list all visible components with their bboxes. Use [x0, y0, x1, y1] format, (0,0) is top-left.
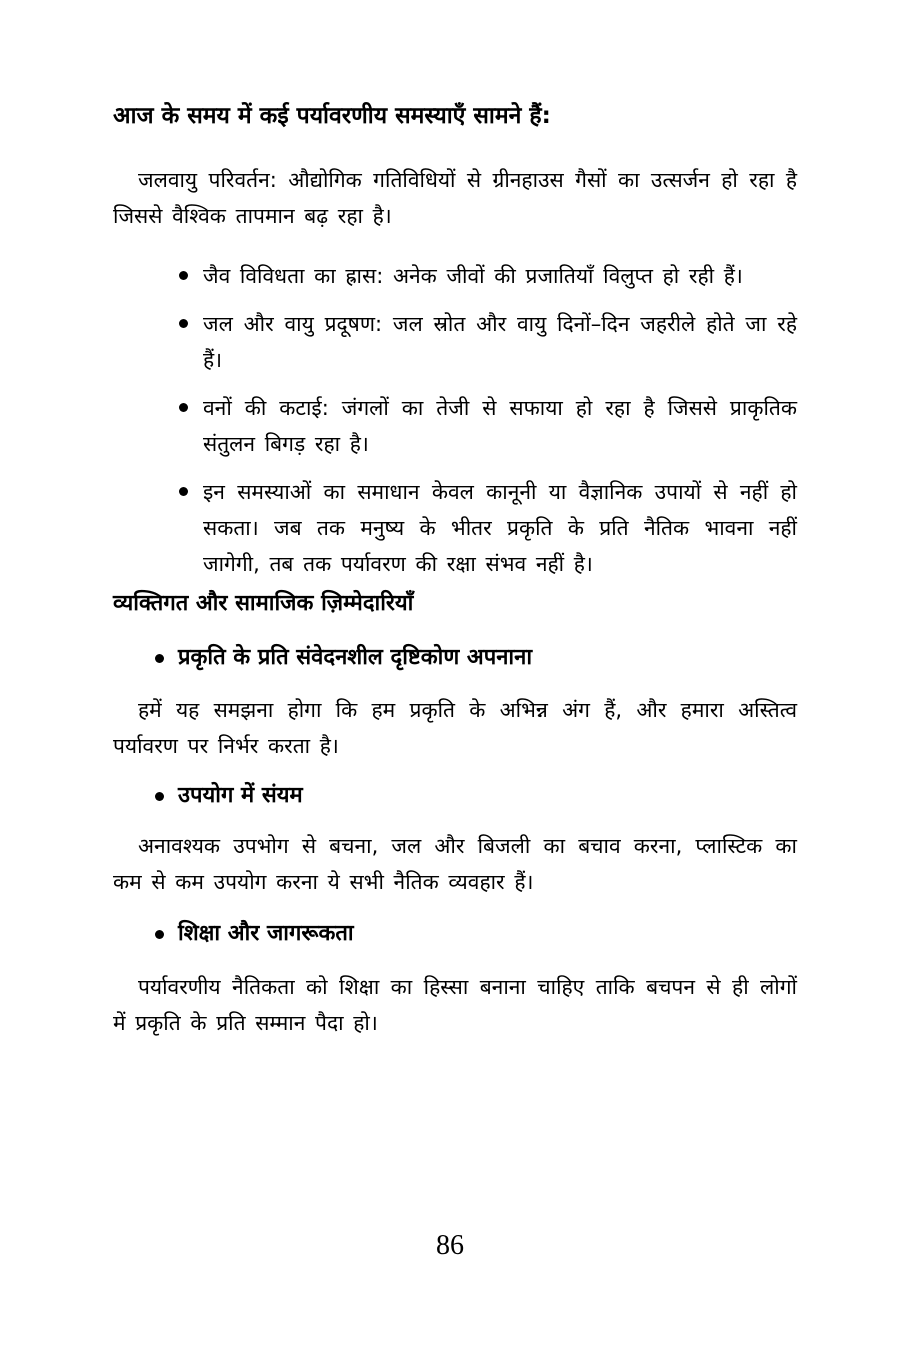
- subsection-title-text: प्रकृति के प्रति संवेदनशील दृष्टिकोण अपनाना: [178, 645, 533, 670]
- problem-bullet-list: [113, 258, 797, 582]
- list-item-text: जैव विविधता का ह्रास: अनेक जीवों की प्रजातियाँ विलुप्त हो रही हैं।: [203, 264, 743, 288]
- list-item: [113, 390, 797, 462]
- intro-paragraph: जलवायु परिवर्तन: औद्योगिक गतिविधियों से ग्रीनहाउस गैसों का उत्सर्जन हो रहा है जिससे वैश्विक तापमान बढ़ रहा है।: [113, 168, 797, 228]
- bullet-icon: [155, 654, 164, 663]
- subsection-title: [113, 778, 797, 814]
- subsection-title: [113, 640, 797, 676]
- section-heading-problems: आज के समय में कई पर्यावरणीय समस्याएँ सामने हैं:: [113, 103, 551, 129]
- page-number: 86: [436, 1230, 464, 1261]
- list-item-text: इन समस्याओं का समाधान केवल कानूनी या वैज्ञानिक उपायों से नहीं हो सकता। जब तक मनुष्य के भीतर प्रकृति के प्रति नैतिक भावना नहीं जागेगी, तब तक पर्यावरण की रक्षा संभव नहीं है।: [203, 480, 797, 576]
- section-heading-responsibilities: व्यक्तिगत और सामाजिक ज़िम्मेदारियाँ: [113, 591, 414, 616]
- subsection-title: [113, 916, 797, 952]
- bullet-icon: [155, 930, 164, 939]
- list-item: [113, 258, 797, 294]
- subsection-title-text: उपयोग में संयम: [178, 783, 303, 808]
- subsection-paragraph: अनावश्यक उपभोग से बचना, जल और बिजली का बचाव करना, प्लास्टिक का कम से कम उपयोग करना ये सभी नैतिक व्यवहार हैं।: [113, 834, 797, 894]
- list-item: [113, 306, 797, 378]
- bullet-icon: [155, 792, 164, 801]
- subsection-paragraph: पर्यावरणीय नैतिकता को शिक्षा का हिस्सा बनाना चाहिए ताकि बचपन से ही लोगों में प्रकृति के प्रति सम्मान पैदा हो।: [113, 975, 797, 1035]
- list-item-text: वनों की कटाई: जंगलों का तेजी से सफाया हो रहा है जिससे प्राकृतिक संतुलन बिगड़ रहा है।: [203, 396, 797, 456]
- subsection-paragraph: हमें यह समझना होगा कि हम प्रकृति के अभिन्न अंग हैं, और हमारा अस्तित्व पर्यावरण पर निर्भर करता है।: [113, 698, 797, 758]
- bullet-icon: [179, 487, 188, 496]
- bullet-icon: [179, 271, 188, 280]
- list-item: [113, 474, 797, 582]
- subsection-title-text: शिक्षा और जागरूकता: [178, 921, 354, 946]
- bullet-icon: [179, 319, 188, 328]
- bullet-icon: [179, 403, 188, 412]
- list-item-text: जल और वायु प्रदूषण: जल स्रोत और वायु दिनों–दिन जहरीले होते जा रहे हैं।: [203, 312, 797, 372]
